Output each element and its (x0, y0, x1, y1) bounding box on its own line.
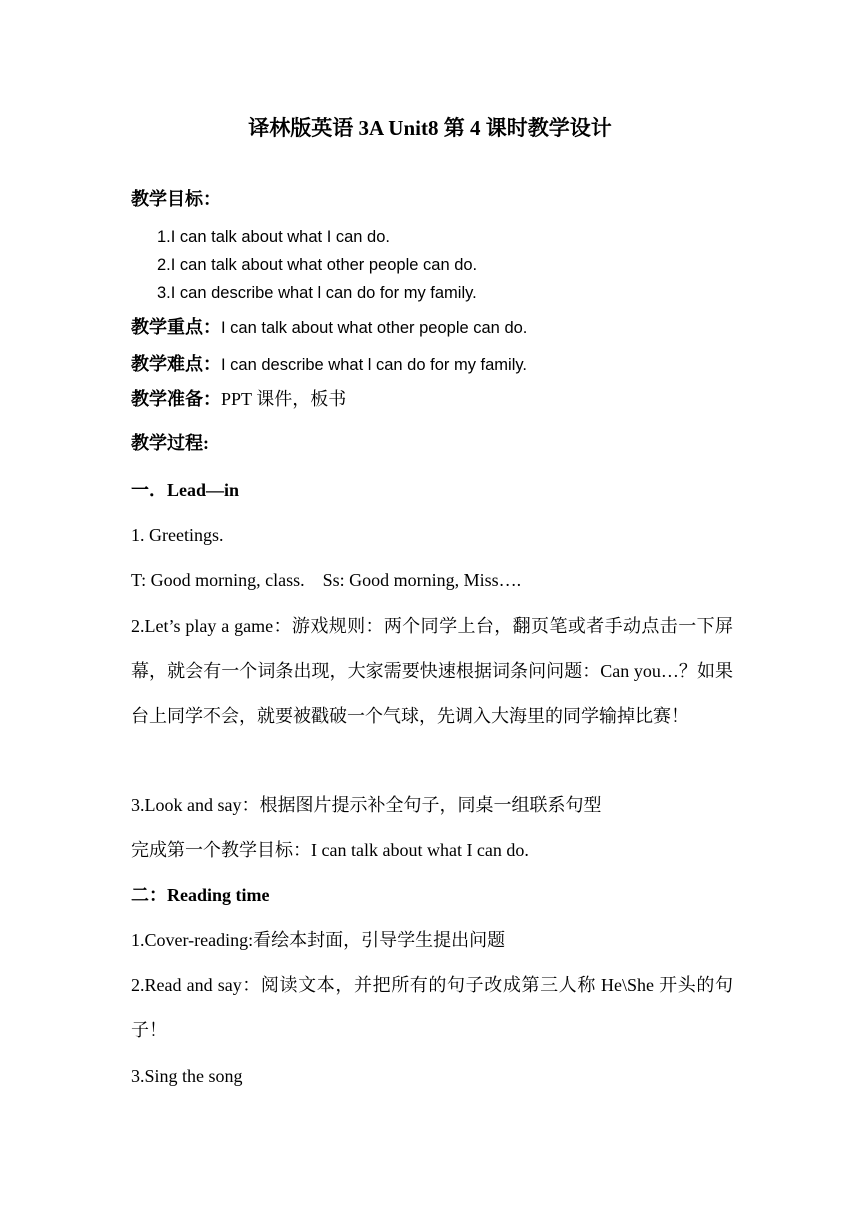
key-point-line (131, 314, 527, 341)
preparation-line (131, 386, 346, 412)
key-point-text: I can talk about what other people can do. (221, 319, 528, 337)
difficulty-text: I can describe what l can do for my family. (221, 356, 527, 374)
objective-item: 2.I can talk about what other people can do. (157, 256, 478, 274)
game-step: 2.Let’s play a game：游戏规则：两个同学上台，翻页笔或者手动点击一下屏幕，就会有一个词条出现，大家需要快速根据词条问问题：Can you…？如果台上同学不会，就要被戳破一个气球，先调入大海里的同学输掉比赛！ (131, 616, 733, 726)
look-say-step: 3.Look and say：根据图片提示补全句子，同桌一组联系句型 (131, 795, 602, 815)
process-label: 教学过程: (131, 433, 209, 453)
preparation-text: PPT 课件，板书 (221, 389, 347, 409)
greetings-dialogue: T: Good morning, class. Ss: Good morning, Miss…. (131, 570, 522, 590)
preparation-label: 教学准备： (131, 389, 221, 409)
greetings-step: 1. Greetings. (131, 525, 224, 545)
cover-reading-step: 1.Cover-reading:看绘本封面，引导学生提出问题 (131, 930, 506, 950)
read-say-step: 2.Read and say：阅读文本，并把所有的句子改成第三人称 He\She 开头的句子！ (131, 975, 733, 1040)
section1-heading: 一．Lead—in (131, 480, 240, 500)
objective-completion: 完成第一个教学目标：I can talk about what I can do. (131, 840, 529, 860)
objective-item: 3.I can describe what l can do for my family. (157, 284, 477, 302)
document-title: 译林版英语 3A Unit8 第 4 课时教学设计 (248, 116, 612, 140)
difficulty-label: 教学难点： (131, 354, 221, 374)
objectives-label: 教学目标： (131, 189, 221, 209)
objective-item: 1.I can talk about what I can do. (157, 228, 390, 246)
section2-heading: 二：Reading time (131, 885, 270, 905)
difficulty-line (131, 351, 527, 378)
key-point-label: 教学重点： (131, 317, 221, 337)
sing-step: 3.Sing the song (131, 1066, 243, 1086)
